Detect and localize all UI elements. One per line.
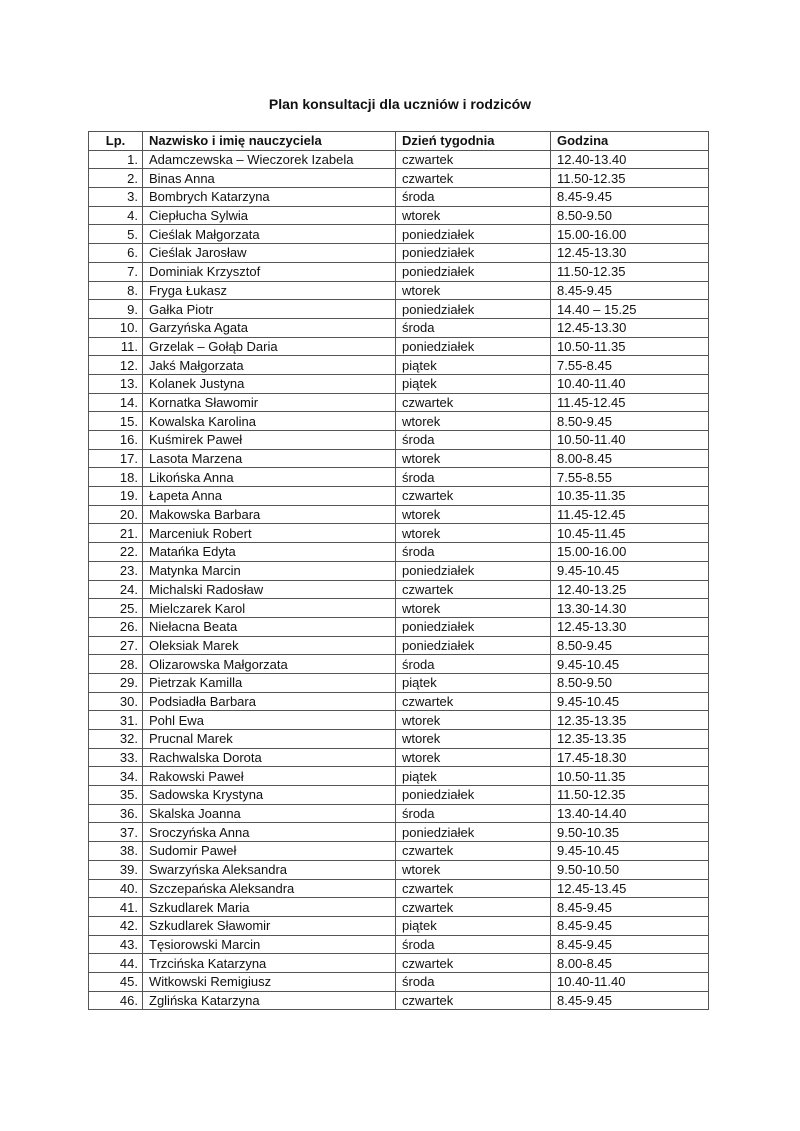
table-row: [89, 898, 709, 917]
table-row: [89, 786, 709, 805]
cell-teacher-name: Adamczewska – Wieczorek Izabela: [143, 150, 396, 169]
cell-hours: 8.50-9.45: [551, 412, 709, 431]
cell-weekday: poniedziałek: [396, 617, 551, 636]
cell-lp: 39.: [89, 860, 143, 879]
table-row: [89, 225, 709, 244]
cell-weekday: piątek: [396, 374, 551, 393]
cell-weekday: czwartek: [396, 991, 551, 1010]
table-body: [89, 150, 709, 1010]
cell-weekday: wtorek: [396, 599, 551, 618]
cell-weekday: poniedziałek: [396, 337, 551, 356]
cell-weekday: wtorek: [396, 730, 551, 749]
table-row: [89, 318, 709, 337]
cell-lp: 14.: [89, 393, 143, 412]
cell-hours: 11.45-12.45: [551, 505, 709, 524]
table-row: [89, 804, 709, 823]
cell-lp: 16.: [89, 431, 143, 450]
cell-lp: 42.: [89, 916, 143, 935]
cell-weekday: środa: [396, 655, 551, 674]
cell-hours: 7.55-8.55: [551, 468, 709, 487]
cell-teacher-name: Ciepłucha Sylwia: [143, 206, 396, 225]
cell-weekday: wtorek: [396, 524, 551, 543]
cell-lp: 43.: [89, 935, 143, 954]
cell-hours: 15.00-16.00: [551, 225, 709, 244]
cell-teacher-name: Mielczarek Karol: [143, 599, 396, 618]
cell-hours: 10.50-11.40: [551, 431, 709, 450]
cell-lp: 4.: [89, 206, 143, 225]
table-row: [89, 412, 709, 431]
cell-hours: 10.40-11.40: [551, 374, 709, 393]
table-row: [89, 879, 709, 898]
table-row: [89, 300, 709, 319]
table-row: [89, 337, 709, 356]
cell-hours: 8.50-9.50: [551, 673, 709, 692]
cell-weekday: środa: [396, 935, 551, 954]
cell-hours: 9.50-10.35: [551, 823, 709, 842]
cell-hours: 11.50-12.35: [551, 262, 709, 281]
cell-weekday: poniedziałek: [396, 636, 551, 655]
table-row: [89, 842, 709, 861]
cell-lp: 12.: [89, 356, 143, 375]
cell-hours: 13.30-14.30: [551, 599, 709, 618]
table-row: [89, 150, 709, 169]
cell-lp: 45.: [89, 972, 143, 991]
cell-lp: 2.: [89, 169, 143, 188]
cell-hours: 12.35-13.35: [551, 730, 709, 749]
cell-lp: 46.: [89, 991, 143, 1010]
cell-weekday: środa: [396, 804, 551, 823]
cell-hours: 8.50-9.45: [551, 636, 709, 655]
cell-hours: 12.45-13.30: [551, 318, 709, 337]
cell-hours: 8.00-8.45: [551, 449, 709, 468]
cell-teacher-name: Olizarowska Małgorzata: [143, 655, 396, 674]
cell-lp: 27.: [89, 636, 143, 655]
cell-hours: 9.45-10.45: [551, 655, 709, 674]
cell-teacher-name: Rakowski Paweł: [143, 767, 396, 786]
cell-hours: 12.35-13.35: [551, 711, 709, 730]
cell-teacher-name: Łapeta Anna: [143, 487, 396, 506]
table-row: [89, 972, 709, 991]
cell-teacher-name: Dominiak Krzysztof: [143, 262, 396, 281]
table-row: [89, 188, 709, 207]
cell-lp: 26.: [89, 617, 143, 636]
cell-lp: 8.: [89, 281, 143, 300]
cell-lp: 13.: [89, 374, 143, 393]
cell-lp: 23.: [89, 561, 143, 580]
cell-weekday: czwartek: [396, 842, 551, 861]
cell-teacher-name: Witkowski Remigiusz: [143, 972, 396, 991]
table-row: [89, 356, 709, 375]
cell-teacher-name: Matynka Marcin: [143, 561, 396, 580]
cell-hours: 8.45-9.45: [551, 916, 709, 935]
cell-lp: 33.: [89, 748, 143, 767]
table-row: [89, 561, 709, 580]
cell-hours: 9.45-10.45: [551, 561, 709, 580]
cell-lp: 17.: [89, 449, 143, 468]
table-row: [89, 935, 709, 954]
cell-hours: 11.50-12.35: [551, 786, 709, 805]
cell-hours: 8.00-8.45: [551, 954, 709, 973]
cell-lp: 44.: [89, 954, 143, 973]
cell-weekday: wtorek: [396, 281, 551, 300]
cell-lp: 1.: [89, 150, 143, 169]
table-row: [89, 655, 709, 674]
cell-lp: 25.: [89, 599, 143, 618]
table-row: [89, 692, 709, 711]
cell-hours: 8.45-9.45: [551, 281, 709, 300]
cell-weekday: piątek: [396, 356, 551, 375]
cell-teacher-name: Kornatka Sławomir: [143, 393, 396, 412]
cell-hours: 12.45-13.30: [551, 244, 709, 263]
cell-lp: 22.: [89, 543, 143, 562]
cell-lp: 24.: [89, 580, 143, 599]
cell-teacher-name: Szkudlarek Maria: [143, 898, 396, 917]
cell-weekday: wtorek: [396, 748, 551, 767]
cell-teacher-name: Sudomir Paweł: [143, 842, 396, 861]
cell-lp: 11.: [89, 337, 143, 356]
cell-lp: 19.: [89, 487, 143, 506]
cell-teacher-name: Matańka Edyta: [143, 543, 396, 562]
cell-hours: 12.45-13.45: [551, 879, 709, 898]
cell-teacher-name: Skalska Joanna: [143, 804, 396, 823]
cell-lp: 3.: [89, 188, 143, 207]
cell-teacher-name: Kuśmirek Paweł: [143, 431, 396, 450]
cell-hours: 8.45-9.45: [551, 935, 709, 954]
cell-teacher-name: Jakś Małgorzata: [143, 356, 396, 375]
cell-weekday: wtorek: [396, 860, 551, 879]
cell-hours: 10.40-11.40: [551, 972, 709, 991]
table-row: [89, 449, 709, 468]
cell-lp: 6.: [89, 244, 143, 263]
document-title: Plan konsultacji dla uczniów i rodziców: [268, 96, 532, 112]
table-row: [89, 580, 709, 599]
cell-teacher-name: Garzyńska Agata: [143, 318, 396, 337]
cell-teacher-name: Zglińska Katarzyna: [143, 991, 396, 1010]
table-row: [89, 767, 709, 786]
cell-teacher-name: Rachwalska Dorota: [143, 748, 396, 767]
cell-weekday: czwartek: [396, 898, 551, 917]
cell-hours: 11.45-12.45: [551, 393, 709, 412]
cell-teacher-name: Szkudlarek Sławomir: [143, 916, 396, 935]
cell-teacher-name: Makowska Barbara: [143, 505, 396, 524]
cell-weekday: wtorek: [396, 711, 551, 730]
cell-weekday: czwartek: [396, 954, 551, 973]
cell-weekday: środa: [396, 468, 551, 487]
cell-hours: 9.45-10.45: [551, 692, 709, 711]
cell-hours: 7.55-8.45: [551, 356, 709, 375]
cell-weekday: środa: [396, 972, 551, 991]
cell-teacher-name: Cieślak Jarosław: [143, 244, 396, 263]
cell-hours: 13.40-14.40: [551, 804, 709, 823]
cell-weekday: czwartek: [396, 393, 551, 412]
table-row: [89, 711, 709, 730]
cell-teacher-name: Kolanek Justyna: [143, 374, 396, 393]
cell-teacher-name: Likońska Anna: [143, 468, 396, 487]
table-row: [89, 543, 709, 562]
cell-lp: 28.: [89, 655, 143, 674]
cell-teacher-name: Sadowska Krystyna: [143, 786, 396, 805]
cell-lp: 37.: [89, 823, 143, 842]
table-row: [89, 524, 709, 543]
cell-teacher-name: Cieślak Małgorzata: [143, 225, 396, 244]
cell-lp: 31.: [89, 711, 143, 730]
cell-teacher-name: Pietrzak Kamilla: [143, 673, 396, 692]
cell-teacher-name: Binas Anna: [143, 169, 396, 188]
cell-lp: 36.: [89, 804, 143, 823]
consultation-table: [88, 131, 709, 1010]
cell-hours: 8.45-9.45: [551, 991, 709, 1010]
cell-hours: 12.40-13.25: [551, 580, 709, 599]
table-row: [89, 617, 709, 636]
table-row: [89, 431, 709, 450]
cell-lp: 9.: [89, 300, 143, 319]
cell-weekday: piątek: [396, 916, 551, 935]
column-header-day: Dzień tygodnia: [396, 132, 551, 151]
table-row: [89, 169, 709, 188]
cell-teacher-name: Pohl Ewa: [143, 711, 396, 730]
cell-weekday: poniedziałek: [396, 786, 551, 805]
cell-teacher-name: Podsiadła Barbara: [143, 692, 396, 711]
table-row: [89, 206, 709, 225]
column-header-name: Nazwisko i imię nauczyciela: [143, 132, 396, 151]
table-row: [89, 468, 709, 487]
cell-weekday: piątek: [396, 673, 551, 692]
cell-lp: 40.: [89, 879, 143, 898]
cell-weekday: poniedziałek: [396, 262, 551, 281]
cell-hours: 14.40 – 15.25: [551, 300, 709, 319]
cell-weekday: poniedziałek: [396, 823, 551, 842]
cell-weekday: środa: [396, 431, 551, 450]
cell-hours: 9.50-10.50: [551, 860, 709, 879]
table-row: [89, 599, 709, 618]
cell-weekday: poniedziałek: [396, 225, 551, 244]
cell-weekday: czwartek: [396, 580, 551, 599]
cell-hours: 17.45-18.30: [551, 748, 709, 767]
cell-hours: 12.45-13.30: [551, 617, 709, 636]
cell-lp: 32.: [89, 730, 143, 749]
cell-teacher-name: Tęsiorowski Marcin: [143, 935, 396, 954]
cell-lp: 7.: [89, 262, 143, 281]
table-row: [89, 244, 709, 263]
cell-lp: 20.: [89, 505, 143, 524]
table-row: [89, 916, 709, 935]
cell-weekday: wtorek: [396, 206, 551, 225]
cell-hours: 10.50-11.35: [551, 337, 709, 356]
cell-weekday: poniedziałek: [396, 561, 551, 580]
cell-teacher-name: Lasota Marzena: [143, 449, 396, 468]
cell-hours: 10.45-11.45: [551, 524, 709, 543]
cell-weekday: czwartek: [396, 150, 551, 169]
cell-lp: 34.: [89, 767, 143, 786]
cell-weekday: czwartek: [396, 169, 551, 188]
cell-lp: 35.: [89, 786, 143, 805]
cell-weekday: środa: [396, 188, 551, 207]
cell-weekday: poniedziałek: [396, 300, 551, 319]
cell-hours: 11.50-12.35: [551, 169, 709, 188]
cell-weekday: środa: [396, 543, 551, 562]
cell-teacher-name: Oleksiak Marek: [143, 636, 396, 655]
cell-lp: 29.: [89, 673, 143, 692]
cell-lp: 10.: [89, 318, 143, 337]
table-row: [89, 487, 709, 506]
column-header-lp: Lp.: [89, 132, 143, 151]
cell-lp: 38.: [89, 842, 143, 861]
cell-lp: 41.: [89, 898, 143, 917]
cell-weekday: piątek: [396, 767, 551, 786]
cell-weekday: wtorek: [396, 449, 551, 468]
cell-teacher-name: Sroczyńska Anna: [143, 823, 396, 842]
cell-weekday: czwartek: [396, 487, 551, 506]
cell-weekday: czwartek: [396, 692, 551, 711]
cell-teacher-name: Bombrych Katarzyna: [143, 188, 396, 207]
cell-teacher-name: Fryga Łukasz: [143, 281, 396, 300]
cell-weekday: środa: [396, 318, 551, 337]
cell-weekday: wtorek: [396, 505, 551, 524]
cell-teacher-name: Swarzyńska Aleksandra: [143, 860, 396, 879]
cell-teacher-name: Kowalska Karolina: [143, 412, 396, 431]
cell-teacher-name: Gałka Piotr: [143, 300, 396, 319]
cell-lp: 5.: [89, 225, 143, 244]
table-row: [89, 636, 709, 655]
table-row: [89, 281, 709, 300]
cell-lp: 15.: [89, 412, 143, 431]
table-row: [89, 673, 709, 692]
cell-weekday: poniedziałek: [396, 244, 551, 263]
cell-hours: 8.45-9.45: [551, 188, 709, 207]
table-row: [89, 374, 709, 393]
cell-teacher-name: Niełacna Beata: [143, 617, 396, 636]
cell-weekday: wtorek: [396, 412, 551, 431]
table-row: [89, 954, 709, 973]
cell-hours: 10.35-11.35: [551, 487, 709, 506]
cell-lp: 30.: [89, 692, 143, 711]
cell-lp: 21.: [89, 524, 143, 543]
cell-teacher-name: Trzcińska Katarzyna: [143, 954, 396, 973]
cell-hours: 15.00-16.00: [551, 543, 709, 562]
table-row: [89, 505, 709, 524]
table-row: [89, 748, 709, 767]
table-row: [89, 860, 709, 879]
cell-lp: 18.: [89, 468, 143, 487]
table-row: [89, 991, 709, 1010]
column-header-hour: Godzina: [551, 132, 709, 151]
cell-teacher-name: Szczepańska Aleksandra: [143, 879, 396, 898]
table-row: [89, 823, 709, 842]
cell-hours: 10.50-11.35: [551, 767, 709, 786]
cell-teacher-name: Michalski Radosław: [143, 580, 396, 599]
table-header-row: [89, 132, 709, 151]
cell-hours: 12.40-13.40: [551, 150, 709, 169]
table-row: [89, 262, 709, 281]
cell-hours: 8.50-9.50: [551, 206, 709, 225]
cell-hours: 8.45-9.45: [551, 898, 709, 917]
cell-weekday: czwartek: [396, 879, 551, 898]
cell-teacher-name: Prucnal Marek: [143, 730, 396, 749]
table-row: [89, 393, 709, 412]
cell-teacher-name: Marceniuk Robert: [143, 524, 396, 543]
cell-teacher-name: Grzelak – Gołąb Daria: [143, 337, 396, 356]
cell-hours: 9.45-10.45: [551, 842, 709, 861]
table-row: [89, 730, 709, 749]
